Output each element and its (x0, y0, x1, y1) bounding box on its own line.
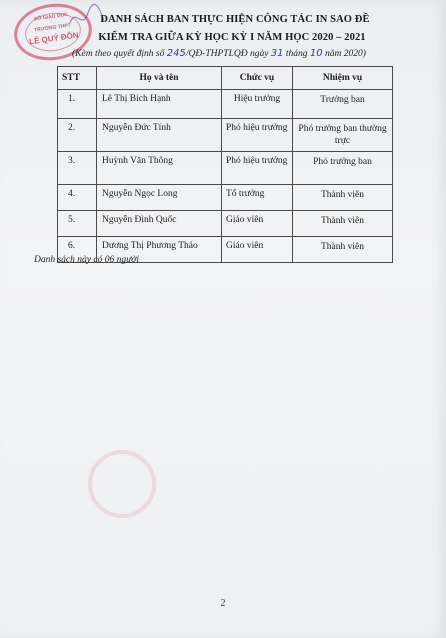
row-duty: Phó trưởng ban thường trực (293, 119, 393, 152)
header-position: Chức vụ (222, 67, 293, 90)
table-row (58, 90, 393, 119)
row-name: Nguyễn Đức Tính (97, 119, 222, 152)
header-name: Họ và tên (97, 67, 222, 90)
row-position: Tổ trưởng (222, 185, 293, 211)
row-name: Nguyễn Ngọc Long (97, 185, 222, 211)
table-row (58, 211, 393, 237)
row-duty: Thành viên (293, 237, 393, 263)
subtitle-middle: /QĐ-THPTLQĐ ngày (185, 49, 271, 59)
table-header-row (58, 67, 393, 90)
subtitle-prefix: (Kèm theo quyết định số (72, 49, 167, 59)
stamp-text-2: TRƯỜNG THPT (33, 22, 72, 34)
stamp-text-3: LÊ QUÝ ĐÔN (28, 30, 80, 47)
row-stt: 2. (58, 119, 97, 152)
row-stt: 5. (58, 211, 97, 237)
row-name: Nguyễn Đình Quốc (97, 211, 222, 237)
row-duty: Trưởng ban (293, 90, 393, 119)
row-name: Lê Thị Bích Hạnh (97, 90, 222, 119)
row-name: Dương Thị Phương Thảo (97, 237, 222, 263)
row-position: Phó hiệu trưởng (222, 152, 293, 185)
row-stt: 1. (58, 90, 97, 119)
table-row (58, 185, 393, 211)
committee-table (57, 66, 393, 263)
row-duty: Thành viên (293, 211, 393, 237)
row-position: Giáo viên (222, 211, 293, 237)
row-position: Phó hiệu trưởng (222, 119, 293, 152)
member-count-note: Danh sách này có 06 người (34, 255, 139, 265)
row-stt: 3. (58, 152, 97, 185)
decision-month: 10 (309, 48, 323, 59)
header-duty: Nhiệm vụ (293, 67, 393, 90)
subtitle-suffix: năm 2020) (322, 49, 366, 59)
document-title-line-1: DANH SÁCH BAN THỰC HIỆN CÔNG TÁC IN SAO ĐỀ (100, 14, 370, 25)
decision-day: 31 (270, 48, 284, 59)
page-number: 2 (220, 598, 226, 609)
row-duty: Phó trưởng ban (293, 152, 393, 185)
header-stt: STT (58, 67, 97, 90)
row-duty: Thành viên (293, 185, 393, 211)
row-position: Hiệu trưởng (222, 90, 293, 119)
faded-stamp-bleed (88, 450, 156, 518)
row-name: Huỳnh Văn Thông (97, 152, 222, 185)
subtitle-month-label: tháng (283, 49, 310, 59)
row-stt: 4. (58, 185, 97, 211)
decision-number: 245 (166, 48, 186, 59)
row-stt: 6. (58, 237, 97, 263)
document-title-line-2: KIỂM TRA GIỮA KỲ HỌC KỲ I NĂM HỌC 2020 – 2021 (98, 32, 366, 43)
table-row (58, 152, 393, 185)
stamp-text-1: SỞ GIÁO DỤC (33, 11, 69, 23)
table-row (58, 119, 393, 152)
decision-reference (72, 48, 366, 59)
row-position: Giáo viên (222, 237, 293, 263)
